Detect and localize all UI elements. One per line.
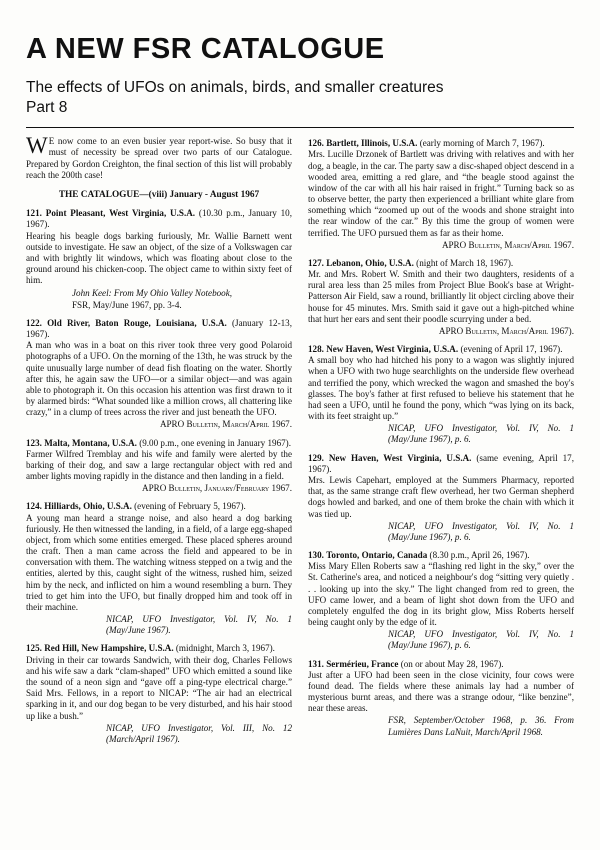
entry-date: (early morning of March 7, 1967).	[419, 138, 545, 149]
entry-body: Farmer Wilfred Tremblay and his wife and family were alerted by the barking of their dog, and saw a large rectangular object with red and amber lights moving rapidly in the distance and then landing in a field.	[26, 448, 292, 482]
page-subtitle	[26, 78, 574, 117]
header-divider	[26, 127, 574, 128]
entry-number: 131.	[308, 658, 324, 669]
article-columns	[26, 133, 574, 745]
entry-number: 125.	[26, 643, 42, 654]
entry-place: Old River, Baton Rouge, Louisiana, U.S.A.	[47, 317, 227, 328]
entry-body: Just after a UFO had been seen in the close vicinity, four cows were found dead. The fields where these animals lay had a number of mysterious burnt areas, and there was a strange odour, “like benzine”, near these areas.	[308, 669, 574, 714]
entry-source	[26, 723, 292, 745]
catalogue-entry	[308, 550, 574, 561]
entry-body: Hearing his beagle dogs barking furiously, Mr. Wallie Barnett went outside to investigate. He saw an object, of the size of a Volkswagen car and with brightly lit windows, which was floating about close to the ground around his chicken-coop. The object came to within sixty feet of him.	[26, 230, 292, 286]
entry-place: Hilliards, Ohio, U.S.A.	[44, 501, 132, 512]
entry-body: Miss Mary Ellen Roberts saw a “flashing red light in the sky,” over the St. Catherine's area, and noticed a neighbour's dog “sitting very quietly . . . looking up into the sky.” The light changed from red to green, the UFO came lower, and a beam of light shot down from the UFO and completely engulfed the dog in its bright glow, Miss Roberts herself being caught only by the edge of it.	[308, 561, 574, 628]
entry-source	[26, 300, 292, 311]
entry-body: A young man heard a strange noise, and also heard a dog barking furiously. He then witnessed the landing, in a field, of a large egg-shaped object, from which some entities emerged. These placed spheres around the craft. Then a man came across the field and appeared to be in conversation with them. The watching witness stepped on a twig and the entities, alerted by this, caught sight of the witness, rushed him, seized him by the neck, and inflicted on him a wound resembling a burn. They tried to get him into the UFO, but finally dropped him and took off in their machine.	[26, 512, 292, 612]
catalogue-entry	[308, 344, 574, 355]
entry-date: (on or about May 28, 1967).	[400, 658, 504, 669]
catalogue-entry	[26, 208, 292, 230]
entry-date: (8.30 p.m., April 26, 1967).	[429, 550, 530, 561]
intro-text: E now come to an even busier year report-wise. So busy that it must of necessity be spread over two parts of our Catalogue. Prepared by Gordon Creighton, the final section of this list will probably reach the 200th case!	[26, 136, 292, 180]
entry-number: 123.	[26, 437, 42, 448]
entry-number: 121.	[26, 208, 42, 219]
entry-number: 130.	[308, 550, 324, 561]
entry-source-line: FSR, September/October 1968, p. 36. From Lumières Dans LaNuit, March/April 1968.	[388, 715, 574, 737]
entry-source	[26, 288, 292, 299]
catalogue-entry	[26, 643, 292, 654]
entry-body: A man who was in a boat on this river took three very good Polaroid photographs of a UFO. On the morning of the 13th, he was struck by the quite unusually large number of dead fish floating on the water. Shortly after this, he again saw the UFO—or a similar object—and was again able to photograph it. On this occasion his attention was first drawn to it by alarmed birds: “What sounded like a million crows, all chattering like crazy,” in a clump of trees across the river and just beneath the UFO.	[26, 340, 292, 418]
entry-source-line: APRO Bulletin, January/February 1967.	[142, 483, 292, 494]
entry-place: Malta, Montana, U.S.A.	[44, 437, 137, 448]
entry-source	[308, 521, 574, 543]
entry-number: 129.	[308, 452, 324, 463]
entry-source	[26, 614, 292, 636]
entry-source-line: NICAP, UFO Investigator, Vol. IV, No. 1 (May/June 1967), p. 6.	[388, 423, 574, 445]
left-column	[26, 133, 292, 745]
entry-source-line: NICAP, UFO Investigator, Vol. III, No. 12 (March/April 1967).	[106, 722, 292, 744]
entry-date: (evening of February 5, 1967).	[134, 501, 246, 512]
entry-source-line: NICAP, UFO Investigator, Vol. IV, No. 1 (May/June 1967), p. 6.	[388, 520, 574, 542]
entry-body: Mrs. Lewis Capehart, employed at the Summers Pharmacy, reported that, as the same strange craft flew overhead, her two German shepherd dogs howled and barked, and one of them broke the chain with which it was tied up.	[308, 475, 574, 519]
page-title: A NEW FSR CATALOGUE	[26, 33, 385, 65]
entry-body: A small boy who had hitched his pony to a wagon was slightly injured when a UFO with two huge searchlights on the underside flew overhead and terrified the pony, which wrecked the wagon and smashed the boy's glasses. The boy's father at first refused to believe his statement that he had seen a UFO, until he found the pony, which “was lying on its back, with its feet straight up.”	[308, 355, 574, 422]
catalogue-entry	[308, 659, 574, 670]
catalogue-entry	[26, 318, 292, 340]
entry-source-line: APRO Bulletin, March/April 1967.	[159, 419, 292, 430]
right-column	[308, 136, 574, 745]
entry-source	[308, 629, 574, 651]
catalogue-entry	[308, 453, 574, 475]
catalogue-entry	[308, 258, 574, 269]
entry-number: 124.	[26, 501, 42, 512]
entry-place: New Haven, West Virginia, U.S.A.	[328, 452, 472, 463]
entry-place: Lebanon, Ohio, U.S.A.	[326, 257, 414, 268]
entry-source-line: APRO Bulletin, March/April 1967.	[441, 239, 574, 250]
catalogue-entry	[26, 438, 292, 449]
entry-number: 127.	[308, 257, 324, 268]
entry-date: (9.00 p.m., one evening in January 1967).	[139, 437, 291, 448]
entry-date: (night of March 18, 1967).	[416, 257, 514, 268]
entry-source-line: APRO Bulletin, March/April 1967).	[438, 325, 574, 336]
entry-body: Mr. and Mrs. Robert W. Smith and their two daughters, residents of a rural area less than 25 miles from Project Blue Book's base at Wright-Patterson Air Field, saw a round, brilliantly lit object circling above their house for 45 minutes. Mrs. Smith said it gave out a high-pitched whine that hurt her ears and sent their poodle scurrying under a bed.	[308, 269, 574, 324]
entry-place: Toronto, Ontario, Canada	[326, 550, 428, 561]
entry-date: (midnight, March 3, 1967).	[175, 643, 275, 654]
entry-number: 126.	[308, 138, 324, 149]
entry-place: Sermérieu, France	[326, 658, 399, 669]
entry-date: (January 12-13, 1967).	[26, 317, 292, 340]
section-heading: THE CATALOGUE—(viii) January - August 1967	[58, 189, 260, 200]
entry-source	[308, 715, 574, 737]
entry-number: 122.	[26, 317, 42, 328]
catalogue-entry	[26, 501, 292, 512]
entry-place: Red Hill, New Hampshire, U.S.A.	[44, 643, 174, 654]
intro-paragraph	[26, 133, 292, 181]
entry-source-line: NICAP, UFO Investigator, Vol. IV, No. 1 (May/June 1967), p. 6.	[388, 629, 574, 651]
entry-source	[308, 423, 574, 445]
drop-cap: W	[26, 133, 48, 159]
entry-number: 128.	[308, 344, 324, 355]
entry-source	[308, 326, 574, 337]
entry-source-line: John Keel: From My Ohio Valley Notebook,	[72, 287, 233, 298]
entry-source-line: NICAP, UFO Investigator, Vol. IV, No. 1 (May/June 1967).	[106, 614, 292, 636]
entry-date: (same evening, April 17, 1967).	[308, 452, 574, 474]
entry-source	[308, 240, 574, 251]
catalogue-entry	[308, 138, 574, 149]
entry-date: (10.30 p.m., January 10, 1967).	[26, 208, 292, 230]
subtitle-line-2: Part 8	[26, 98, 68, 116]
subtitle-line-1: The effects of UFOs on animals, birds, and smaller creatures	[26, 79, 444, 97]
entry-place: Bartlett, Illinois, U.S.A.	[326, 138, 418, 149]
entry-source	[26, 483, 292, 494]
entry-place: Point Pleasant, West Virginia, U.S.A.	[45, 208, 196, 219]
entry-source-line: FSR, May/June 1967, pp. 3-4.	[72, 299, 182, 310]
entry-body: Mrs. Lucille Drzonek of Bartlett was driving with relatives and with her dog, a beagle, in the car. The party saw a disc-shaped object descend in a wooded area, emitting a red glare, and “the beagle stood against the window of the car with all his hair raised in fright.” Turning back so as to observe better, the party then experienced a brilliant white glare from something which “zoomed up out of the woods and shone straight into the rear window of the car.” By this time the group of women were terrified. The UFO pursued them as far as their home.	[308, 149, 574, 238]
entry-place: New Haven, West Virginia, U.S.A.	[326, 344, 459, 355]
entry-body: Driving in their car towards Sandwich, with their dog, Charles Fellows and his wife saw a dark “clam-shaped” UFO which emitted a sound like the sound of a neon sign and “gave off a ping-type electrical charge.” Said Mrs. Fellows, in a report to NICAP: “The air had an electrical sparking in it, and our dog began to be very disturbed, and his hair stood up like a bush.”	[26, 654, 292, 721]
entry-date: (evening of April 17, 1967).	[460, 344, 563, 355]
entry-source	[26, 419, 292, 430]
